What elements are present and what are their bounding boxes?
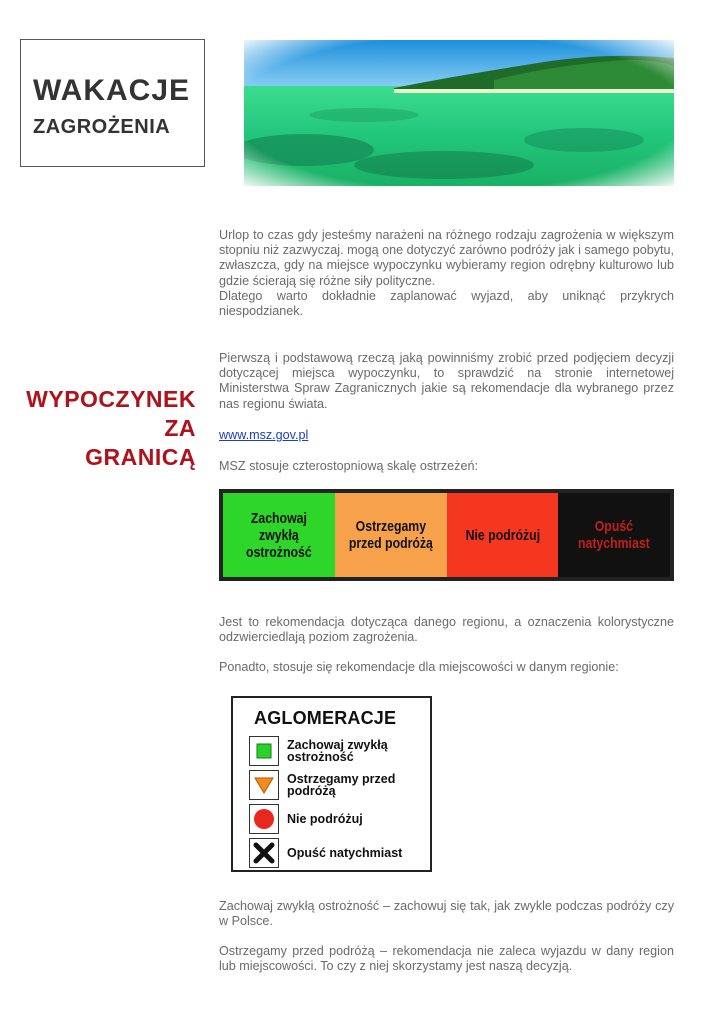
intro-paragraph: Dlatego warto dokładnie zaplanować wyjazd, aby uniknąć przykrych niespodzianek. <box>219 288 674 319</box>
scale-intro <box>219 459 674 474</box>
scale-label: Opuść natychmiast <box>578 518 651 552</box>
closing-text-2 <box>219 944 674 974</box>
warning-scale <box>219 489 674 581</box>
link-line <box>219 428 674 443</box>
orange-triangle-icon <box>249 770 279 800</box>
legend-row <box>249 838 417 868</box>
legend-label: Ostrzegamy przed podróżą <box>287 772 396 798</box>
section-heading <box>14 385 196 472</box>
section-heading-line: ZA <box>164 415 196 441</box>
after-scale-text <box>219 615 674 645</box>
after-scale-paragraph: Ponadto, stosuje się rekomendacje dla miejscowości w danym regionie: <box>219 660 619 674</box>
legend-label: Nie podróżuj <box>287 812 363 826</box>
closing-text <box>219 899 674 929</box>
after-scale-text-2 <box>219 660 674 675</box>
scale-label: Zachowaj zwykłą ostrożność <box>246 509 312 561</box>
section-heading-line: GRANICĄ <box>85 444 196 470</box>
aglomeracje-legend <box>231 696 432 872</box>
section-paragraph: MSZ stosuje czterostopniową skalę ostrzeżeń: <box>219 459 478 473</box>
page-title: WAKACJE <box>33 74 191 107</box>
black-x-icon <box>249 838 279 868</box>
legend-row <box>249 804 417 834</box>
legend-row <box>249 770 417 800</box>
scale-label: Ostrzegamy przed podróżą <box>348 518 433 552</box>
title-box <box>20 39 205 167</box>
msz-link[interactable]: www.msz.gov.pl <box>219 428 309 442</box>
section-paragraph: Pierwszą i podstawową rzeczą jaką powinniśmy zrobić przed podjęciem decyzji dotyczącej miejsca wypoczynku, to sprawdzić na stronie internetowej Ministerstwa Spraw Zagranicznych jakie są rekomendacje dla wybranego przez nas regionu świata. <box>219 351 674 411</box>
legend-label: Opuść natychmiast <box>287 846 403 860</box>
closing-paragraph: Zachowaj zwykłą ostrożność – zachowuj się tak, jak zwykle podczas podróży czy w Polsce. <box>219 899 674 929</box>
intro-paragraph: Urlop to czas gdy jesteśmy narażeni na różnego rodzaju zagrożenia w większym stopniu niż zazwyczaj. mogą one dotyczyć zarówno podróży jak i samego pobytu, zwłaszcza, gdy na miejsce wypoczynku wybieramy region odrębny kulturowo lub gdzie ścierają się różne siły polityczne. <box>219 228 675 288</box>
scale-level-3 <box>447 493 559 577</box>
legend-title: AGLOMERACJE <box>254 708 397 728</box>
section-text <box>219 351 674 412</box>
red-circle-icon <box>249 804 279 834</box>
legend-row <box>249 736 417 766</box>
closing-paragraph: Ostrzegamy przed podróżą – rekomendacja nie zaleca wyjazdu w dany region lub miejscowości. To czy z niej skorzystamy jest naszą decyzją. <box>219 944 674 974</box>
intro-text <box>219 228 674 319</box>
scale-level-2 <box>335 493 447 577</box>
scale-level-4 <box>558 493 670 577</box>
legend-label: Zachowaj zwykłą ostrożność <box>287 738 388 764</box>
section-heading-line: WYPOCZYNEK <box>26 386 196 412</box>
after-scale-paragraph: Jest to rekomendacja dotycząca danego regionu, a oznaczenia kolorystyczne odzwierciedlają poziom zagrożenia. <box>219 615 674 645</box>
scale-level-1 <box>223 493 335 577</box>
scale-label: Nie podróżuj <box>465 526 540 544</box>
page-subtitle: ZAGROŻENIA <box>33 116 171 138</box>
beach-photo <box>244 40 674 186</box>
green-square-icon <box>249 736 279 766</box>
